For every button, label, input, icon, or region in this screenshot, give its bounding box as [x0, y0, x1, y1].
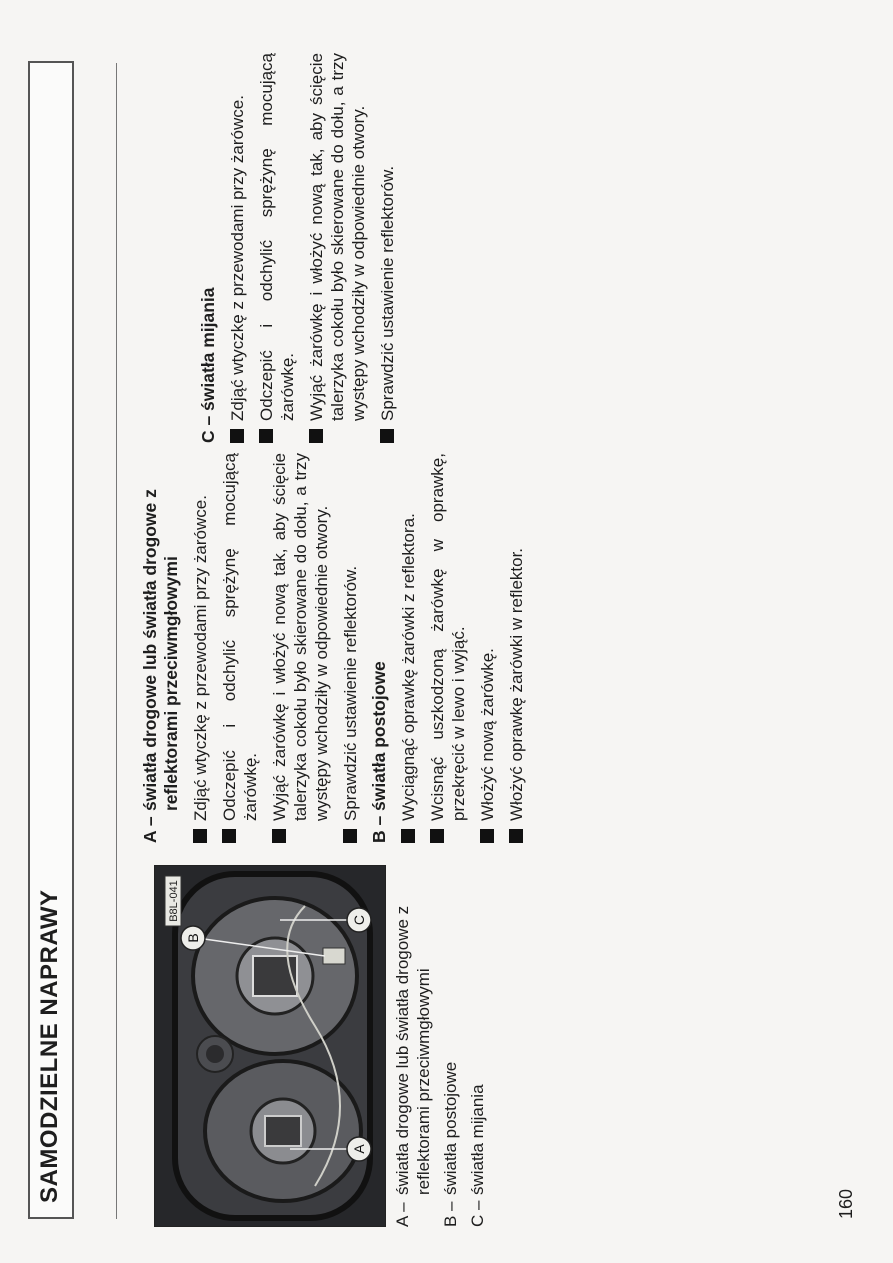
- section-letter: C –: [198, 415, 218, 443]
- marker-b-label: B: [185, 933, 201, 943]
- instruction-item: [219, 453, 261, 843]
- square-bullet-icon: [193, 829, 207, 843]
- column-middle: [140, 453, 535, 843]
- instruction-text: Zdjąć wtyczkę z przewodami przy żarówce.: [191, 495, 210, 821]
- figure-code: B8L-041: [168, 880, 180, 922]
- column-right: [198, 53, 406, 443]
- instruction-item: [340, 453, 361, 843]
- section-heading-a: [140, 453, 182, 843]
- instruction-text: Włożyć oprawkę żarówki w reflektor.: [507, 547, 526, 821]
- instruction-text: Włożyć nową żarówkę.: [478, 648, 497, 821]
- caption-row: [440, 867, 461, 1227]
- section-title: światła postojowe: [369, 661, 389, 811]
- caption-letter: B –: [441, 1201, 460, 1227]
- header-rule: [116, 63, 117, 1219]
- instruction-text: Sprawdzić ustawienie reflektorów.: [378, 165, 397, 421]
- square-bullet-icon: [309, 429, 323, 443]
- instruction-item: [398, 453, 419, 843]
- square-bullet-icon: [509, 829, 523, 843]
- instruction-text: Sprawdzić ustawienie reflektorów.: [341, 565, 360, 821]
- caption-letter: A –: [393, 1202, 412, 1227]
- square-bullet-icon: [430, 829, 444, 843]
- instruction-item: [427, 453, 469, 843]
- square-bullet-icon: [480, 829, 494, 843]
- instruction-item: [269, 453, 332, 843]
- section-title: światła mijania: [198, 287, 218, 411]
- figure-caption: [392, 867, 494, 1227]
- instruction-text: Wcisnąć uszkodzoną żarówkę w oprawkę, przekręcić w lewo i wyjąć.: [428, 453, 468, 821]
- instruction-item: [506, 453, 527, 843]
- square-bullet-icon: [401, 829, 415, 843]
- page-number: 160: [836, 1188, 856, 1219]
- square-bullet-icon: [222, 829, 236, 843]
- instruction-item: [477, 453, 498, 843]
- section-heading-b: [369, 453, 390, 843]
- square-bullet-icon: [343, 829, 357, 843]
- instruction-text: Zdjąć wtyczkę z przewodami przy żarówce.: [228, 95, 247, 421]
- instruction-text: Odczepić i odchylić sprężynę mocującą żarówkę.: [220, 453, 260, 821]
- section-heading-c: [198, 53, 219, 443]
- square-bullet-icon: [272, 829, 286, 843]
- caption-text: światła drogowe lub światła drogowe z reflektorami przeciwmgłowymi: [393, 905, 433, 1195]
- caption-letter: C –: [468, 1200, 487, 1227]
- square-bullet-icon: [380, 429, 394, 443]
- instruction-item: [227, 53, 248, 443]
- section-letter: A –: [140, 816, 160, 843]
- headlight-photo: [154, 865, 386, 1227]
- square-bullet-icon: [259, 429, 273, 443]
- instruction-item: [190, 453, 211, 843]
- instruction-item: [306, 53, 369, 443]
- caption-row: [467, 867, 488, 1227]
- instruction-text: Wyjąć żarówkę i włożyć nową tak, aby ścięcie talerzyka cokołu było skierowane do dołu, a trzy występy wchodziły w odpowiednie otwory.: [270, 453, 331, 821]
- instruction-text: Wyjąć żarówkę i włożyć nową tak, aby ścięcie talerzyka cokołu było skierowane do dołu, a trzy występy wchodziły w odpowiednie otwory.: [307, 53, 368, 421]
- caption-text: światła postojowe: [441, 1061, 460, 1195]
- square-bullet-icon: [230, 429, 244, 443]
- instruction-text: Odczepić i odchylić sprężynę mocującą żarówkę.: [257, 53, 297, 421]
- page-title: SAMODZIELNE NAPRAWY: [36, 889, 63, 1203]
- marker-c-label: C: [351, 914, 367, 926]
- marker-a-label: A: [351, 1144, 367, 1154]
- instruction-text: Wyciągnąć oprawkę żarówki z reflektora.: [399, 513, 418, 821]
- headlight-illustration: [155, 866, 385, 1226]
- instruction-item: [256, 53, 298, 443]
- section-title: światła drogowe lub światła drogowe z reflektorami przeciwmgłowymi: [140, 489, 181, 811]
- caption-row: [392, 867, 434, 1227]
- header-box: [28, 61, 74, 1219]
- caption-text: światła mijania: [468, 1084, 487, 1195]
- section-letter: B –: [369, 815, 389, 843]
- instruction-item: [377, 53, 398, 443]
